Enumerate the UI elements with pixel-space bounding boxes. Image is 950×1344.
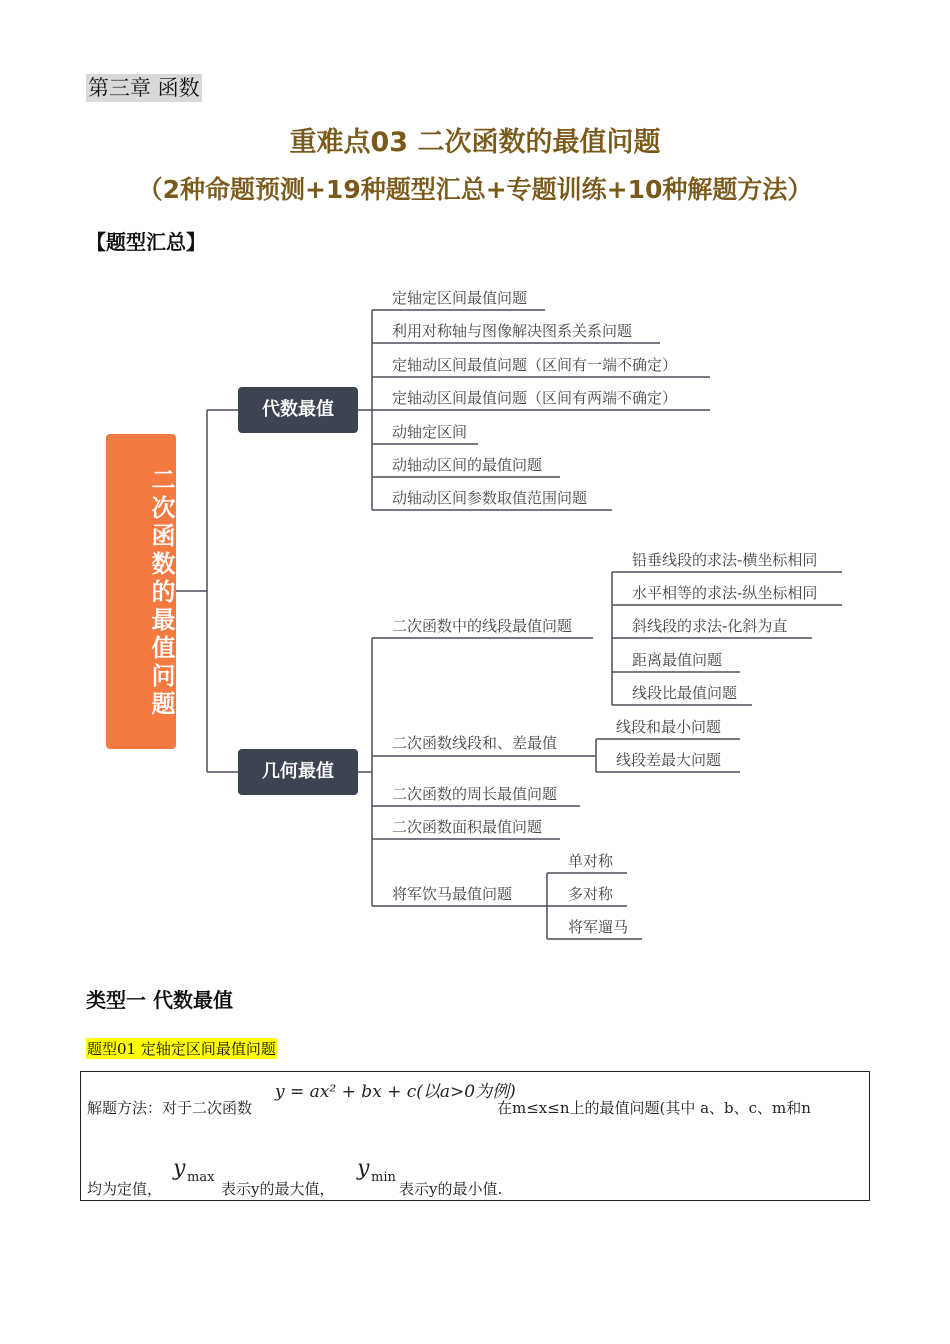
leaf-algebra-4: 定轴动区间最值问题（区间有两端不确定）	[392, 389, 678, 407]
geo-sumdiff-child-1: 线段和最小问题	[616, 718, 722, 736]
ymax-symbol: y	[173, 1156, 186, 1181]
leaf-algebra-6: 动轴动区间的最值问题	[392, 456, 543, 474]
geo-segment-item: 二次函数中的线段最值问题	[392, 617, 573, 635]
geo-perimeter-item: 二次函数的周长最值问题	[392, 785, 558, 803]
leaf-algebra-1: 定轴定区间最值问题	[392, 289, 528, 307]
type-heading: 类型一 代数最值	[86, 988, 233, 1012]
geo-sumdiff-item: 二次函数线段和、差最值	[392, 734, 558, 752]
method-line2-mid: 表示y的最大值，	[221, 1180, 335, 1198]
leaf-algebra-5: 动轴定区间	[392, 423, 468, 441]
section-heading: 【题型汇总】	[86, 230, 206, 254]
geo-area-item: 二次函数面积最值问题	[392, 818, 543, 836]
page-title: 重难点03 二次函数的最值问题	[289, 127, 661, 158]
method-line2-prefix: 均为定值，	[87, 1180, 163, 1198]
geo-segment-child-3: 斜线段的求法-化斜为直	[632, 617, 788, 635]
geo-segment-child-2: 水平相等的求法-纵坐标相同	[632, 584, 818, 602]
mindmap-root: 二次函数的最值问题	[106, 434, 176, 749]
page-subtitle: （2种命题预测+19种题型汇总+专题训练+10种解题方法）	[137, 175, 813, 204]
branch-geometry: 几何最值	[238, 749, 358, 795]
method-formula: y = ax² + bx + c(以a>0为例)	[275, 1082, 516, 1102]
subtype-tag: 题型01 定轴定区间最值问题	[87, 1040, 276, 1058]
chapter-label: 第三章 函数	[88, 76, 200, 100]
geo-segment-child-1: 铅垂线段的求法-横坐标相同	[632, 551, 818, 569]
geo-general-item: 将军饮马最值问题	[392, 885, 513, 903]
method-line1-suffix: 在m≤x≤n上的最值问题(其中 a、b、c、m和n	[497, 1099, 811, 1117]
branch-algebra: 代数最值	[238, 387, 358, 433]
ymin-subscript: min	[371, 1170, 396, 1185]
ymax-subscript: max	[187, 1170, 215, 1185]
ymin-symbol: y	[357, 1156, 370, 1181]
geo-general-child-1: 单对称	[568, 852, 614, 870]
leaf-algebra-2: 利用对称轴与图像解决图系关系问题	[392, 322, 633, 340]
leaf-algebra-3: 定轴动区间最值问题（区间有一端不确定）	[392, 356, 678, 374]
geo-segment-child-5: 线段比最值问题	[632, 684, 738, 702]
leaf-algebra-7: 动轴动区间参数取值范围问题	[392, 489, 588, 507]
geo-general-child-2: 多对称	[568, 885, 614, 903]
geo-sumdiff-child-2: 线段差最大问题	[616, 751, 722, 769]
geo-segment-child-4: 距离最值问题	[632, 651, 723, 669]
method-line2-suffix: 表示y的最小值.	[399, 1180, 503, 1198]
geo-general-child-3: 将军遛马	[568, 918, 629, 936]
method-box	[80, 1071, 870, 1201]
method-line1-prefix: 解题方法：对于二次函数	[87, 1099, 253, 1117]
